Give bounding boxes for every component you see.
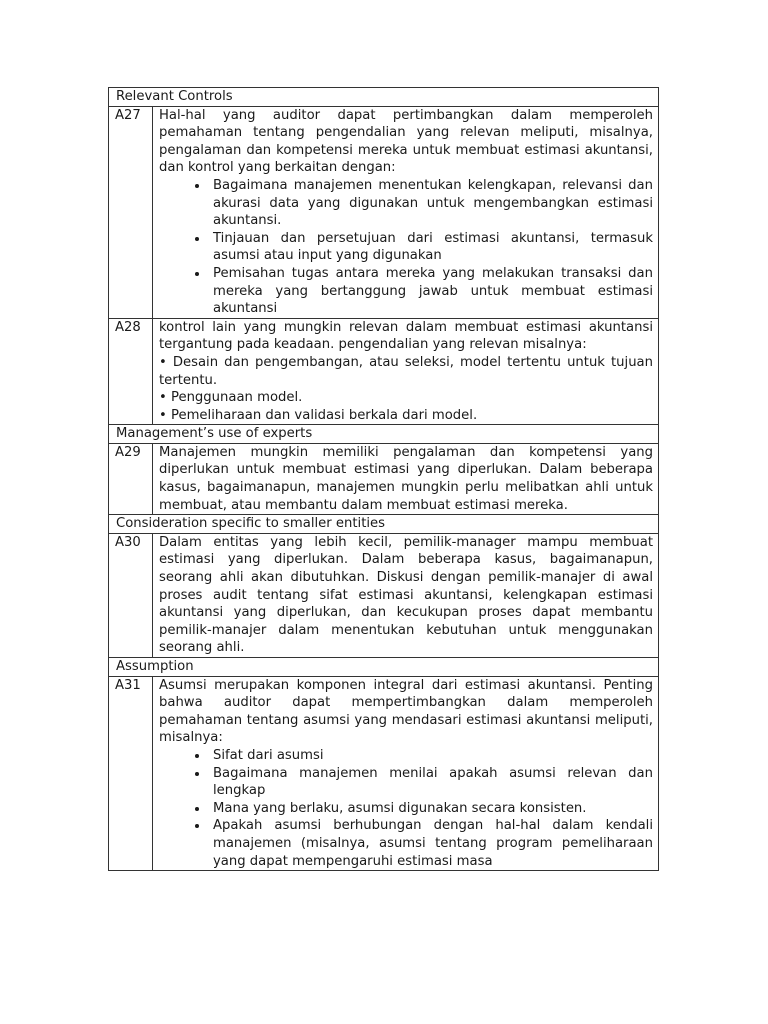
table-body: [109, 88, 659, 871]
bullet-list: [159, 747, 653, 870]
paragraph-number: A31: [109, 676, 153, 871]
paragraph-text: Dalam entitas yang lebih kecil, pemilik-manager mampu membuat estimasi yang diperlukan. Dalam beberapa kasus, bagaimanapun, seorang ahli akan dibutuhkan. Diskusi dengan pemilik-manajer di awal proses audit tentang sifat estimasi akuntansi, kelengkapan estimasi akuntansi yang diperlukan, dan kecukupan proses dapat membantu pemilik-manajer dalam menentukan kebutuhan untuk menggunakan seorang ahli.: [159, 534, 653, 656]
paragraph-text: • Penggunaan model.: [159, 390, 303, 406]
bullet-list: [159, 177, 653, 318]
paragraph-number: A28: [109, 318, 153, 425]
section-title: Consideration specific to smaller entities: [109, 515, 659, 534]
paragraph-row: [109, 106, 659, 318]
paragraph-row: [109, 318, 659, 425]
section-header-row: [109, 425, 659, 444]
bullet-item: • Mana yang berlaku, asumsi digunakan secara konsisten.: [209, 800, 653, 818]
audit-guidance-table: [108, 87, 659, 871]
section-header-row: [109, 88, 659, 107]
section-header-row: [109, 658, 659, 677]
paragraph-number: A27: [109, 106, 153, 318]
paragraph-body: [153, 106, 659, 318]
bullet-item: • Sifat dari asumsi: [209, 747, 653, 765]
section-header-row: [109, 515, 659, 534]
paragraph-row: [109, 443, 659, 514]
paragraph-body: [153, 676, 659, 871]
paragraph-body: [153, 533, 659, 657]
paragraph-text: Hal-hal yang auditor dapat pertimbangkan dalam memperoleh pemahaman tentang pengendalian yang relevan meliputi, misalnya, pengalaman dan kompetensi mereka untuk membuat estimasi akuntansi, dan kontrol yang berkaitan dengan:: [159, 107, 653, 176]
bullet-item: • Bagaimana manajemen menentukan kelengkapan, relevansi dan akurasi data yang digunakan untuk mengembangkan estimasi akuntansi.: [209, 177, 653, 230]
paragraph-text: Asumsi merupakan komponen integral dari estimasi akuntansi. Penting bahwa auditor dapat mempertimbangkan dalam memperoleh pemahaman tentang asumsi yang mendasari estimasi akuntansi meliputi, misalnya:: [159, 677, 653, 746]
bullet-item: • Tinjauan dan persetujuan dari estimasi akuntansi, termasuk asumsi atau input yang digunakan: [209, 230, 653, 265]
section-title: Management’s use of experts: [109, 425, 659, 444]
paragraph-text: • Desain dan pengembangan, atau seleksi, model tertentu untuk tujuan tertentu.: [159, 354, 653, 388]
section-title: Assumption: [109, 658, 659, 677]
section-title: Relevant Controls: [109, 88, 659, 107]
bullet-item: • Apakah asumsi berhubungan dengan hal-hal dalam kendali manajemen (misalnya, asumsi tentang program pemeliharaan yang dapat mempengaruhi estimasi masa: [209, 817, 653, 870]
paragraph-number: A29: [109, 443, 153, 514]
paragraph-body: [153, 443, 659, 514]
paragraph-row: [109, 676, 659, 871]
paragraph-text: • Pemeliharaan dan validasi berkala dari model.: [159, 407, 478, 423]
bullet-item: • Pemisahan tugas antara mereka yang melakukan transaksi dan mereka yang bertanggung jawab untuk membuat estimasi akuntansi: [209, 265, 653, 318]
paragraph-body: [153, 318, 659, 425]
paragraph-row: [109, 533, 659, 657]
bullet-item: • Bagaimana manajemen menilai apakah asumsi relevan dan lengkap: [209, 765, 653, 800]
paragraph-text: Manajemen mungkin memiliki pengalaman dan kompetensi yang diperlukan untuk membuat estimasi yang diperlukan. Dalam beberapa kasus, bagaimanapun, manajemen mungkin perlu melibatkan ahli untuk membuat, atau membantu dalam membuat estimasi mereka.: [159, 444, 653, 513]
paragraph-number: A30: [109, 533, 153, 657]
paragraph-text: kontrol lain yang mungkin relevan dalam membuat estimasi akuntansi tergantung pada keadaan. pengendalian yang relevan misalnya:: [159, 319, 653, 353]
